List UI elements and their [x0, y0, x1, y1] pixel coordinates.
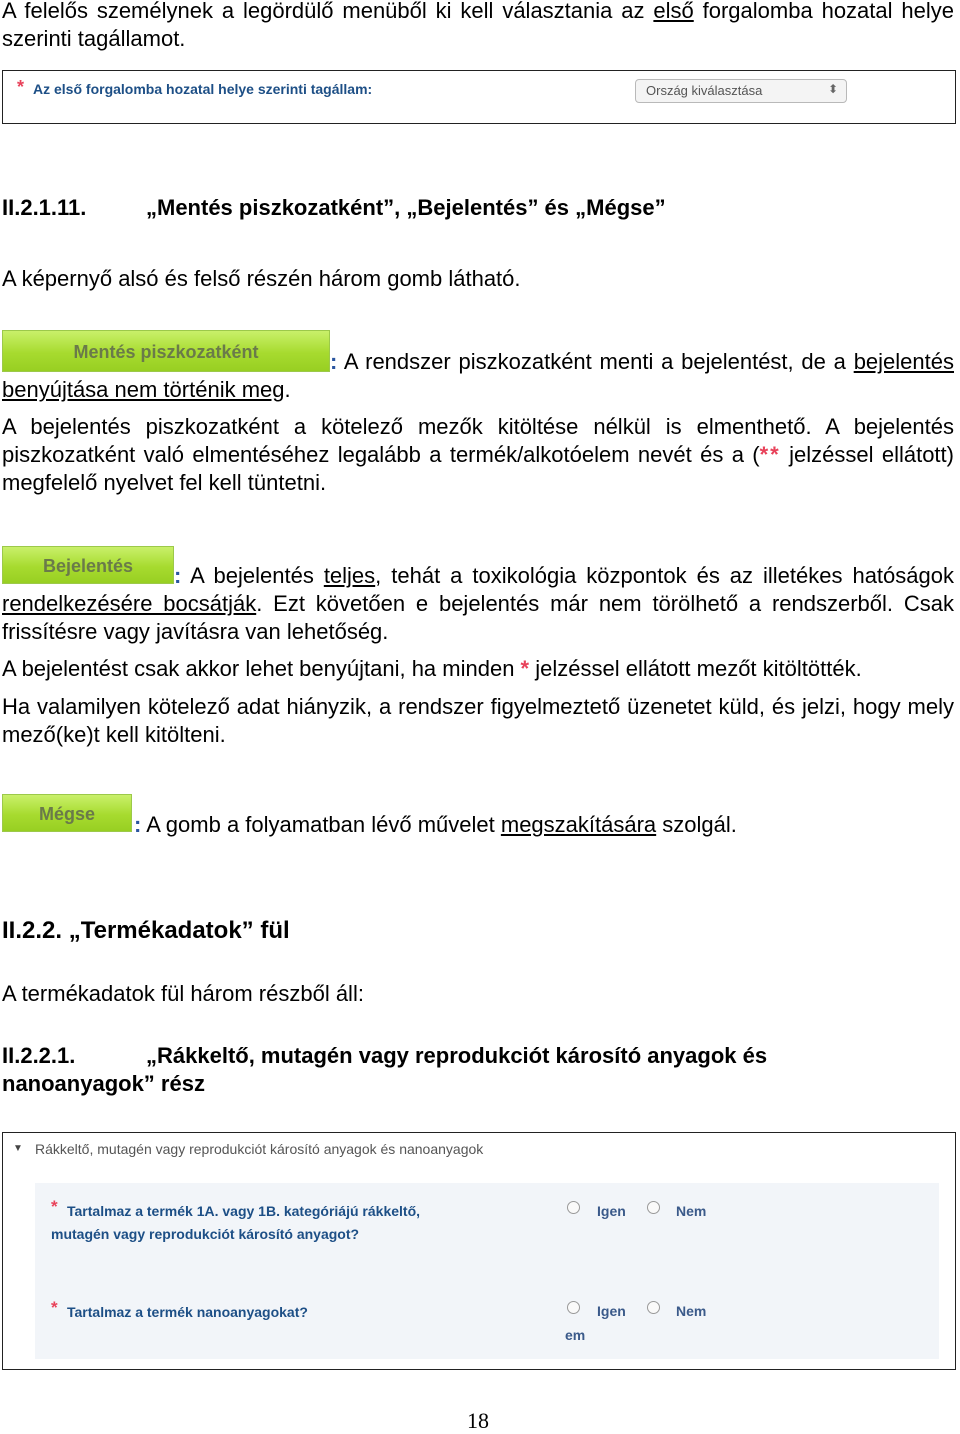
missing-data-paragraph: Ha valamilyen kötelező adat hiányzik, a rendszer figyelmeztető üzenetet küld, és jelzi, hogy mely mező(ke)t kell kitölteni.: [2, 694, 954, 747]
question-1-line2: mutagén vagy reprodukciót károsító anyagot?: [51, 1226, 360, 1242]
submit-only-text-1: A bejelentést csak akkor lehet benyújtani, ha minden: [2, 656, 521, 681]
section-heading-221: [2, 1042, 952, 1098]
draft-text-1: A bejelentés piszkozatként a kötelező mezők kitöltése nélkül is elmenthető. A bejelentés piszkozatként való elmentéséhez legalább a termék/alkotóelem nevét és a (: [2, 414, 954, 467]
section-title-line1: „Rákkeltő, mutagén vagy reprodukciót károsító anyagok és: [146, 1043, 768, 1068]
section-number: II.2.2.1.: [2, 1043, 76, 1068]
draft-text-2: jelzéssel ellátott) megfelelő nyelvet fel kell tüntetni.: [2, 442, 954, 495]
draft-paragraph: [2, 413, 954, 497]
page-number: 18: [467, 1408, 489, 1433]
cancel-colon: :: [134, 812, 142, 837]
cancel-button[interactable]: Mégse: [2, 794, 132, 832]
section-title: „Termékadatok” fül: [68, 917, 290, 944]
q1-yes-radio[interactable]: [567, 1201, 580, 1214]
three-parts-paragraph: A termékadatok fül három részből áll:: [2, 981, 364, 1006]
cancel-text-2: szolgál.: [656, 812, 737, 837]
submit-text-2: , tehát a toxikológia központok és az illetékes hatóságok: [375, 563, 954, 588]
submit-only-text-2: jelzéssel ellátott mezőt kitöltötték.: [529, 656, 862, 681]
save-draft-end: .: [284, 377, 291, 402]
cancel-paragraph: [134, 811, 954, 839]
submit-text-1: A bejelentés: [181, 563, 324, 588]
save-draft-colon: :: [330, 349, 338, 374]
required-star-icon: *: [51, 1197, 58, 1216]
double-star-icon: **: [759, 442, 781, 467]
required-star-icon: *: [17, 77, 25, 97]
submit-underlined-1: teljes: [323, 563, 376, 588]
select-arrows-icon: ⬍: [827, 82, 838, 96]
submit-underlined-2: rendelkezésére bocsátják: [2, 591, 257, 616]
cancel-text-1: A gomb a folyamatban lévő művelet: [141, 812, 501, 837]
collapse-triangle-icon[interactable]: ▼: [13, 1143, 23, 1154]
required-star-icon: *: [51, 1298, 58, 1317]
country-select-screenshot: [2, 70, 956, 124]
section-title-line2: nanoanyagok” rész: [2, 1071, 205, 1096]
q2-overflow-text: em: [565, 1327, 586, 1343]
save-draft-desc: A rendszer piszkozatként menti a bejelentést, de a: [337, 349, 854, 374]
intro-text-1: A felelős személynek a legördülő menüből ki kell választania az: [2, 0, 654, 23]
save-draft-underlined: bejelentés benyújtása nem történik meg: [2, 349, 954, 402]
submit-paragraph: [2, 562, 954, 646]
intro-paragraph: [2, 0, 954, 53]
q2-yes-label: Igen: [597, 1303, 626, 1319]
country-select-value: Ország kiválasztása: [646, 83, 763, 98]
submit-text-3: . Ezt követően e bejelentés már nem törölhető a rendszerből. Csak frissítésre vagy javításra van lehetőség.: [2, 591, 954, 644]
intro-text-2: forgalomba hozatal helye szerinti tagállamot.: [2, 0, 955, 51]
three-buttons-paragraph: A képernyő alsó és felső részén három gomb látható.: [2, 266, 521, 291]
section-number: II.2.2.: [2, 917, 63, 944]
question-1-line1: Tartalmaz a termék 1A. vagy 1B. kategóriájú rákkeltő,: [67, 1203, 421, 1219]
section-heading-22: [2, 916, 290, 946]
save-draft-paragraph: [2, 348, 954, 404]
country-select[interactable]: [635, 79, 847, 103]
section-number: II.2.1.11.: [2, 195, 87, 220]
q2-no-label: Nem: [676, 1303, 707, 1319]
section-heading-11: [2, 194, 666, 222]
question-2: Tartalmaz a termék nanoanyagokat?: [67, 1304, 308, 1320]
q1-yes-label: Igen: [597, 1203, 626, 1219]
cancel-underlined: megszakítására: [500, 812, 657, 837]
cmr-panel-body: [35, 1183, 939, 1359]
submit-colon: :: [174, 563, 182, 588]
submit-only-paragraph: [2, 655, 954, 683]
q1-no-label: Nem: [676, 1203, 707, 1219]
country-field-label: Az első forgalomba hozatal helye szerinti tagállam:: [33, 81, 373, 97]
intro-underlined: első: [653, 0, 694, 23]
q1-no-radio[interactable]: [647, 1201, 660, 1214]
submit-button[interactable]: Bejelentés: [2, 546, 174, 584]
section-title: „Mentés piszkozatként”, „Bejelentés” és „Mégse”: [146, 195, 666, 220]
q2-no-radio[interactable]: [647, 1301, 660, 1314]
q2-yes-radio[interactable]: [567, 1301, 580, 1314]
save-draft-button[interactable]: Mentés piszkozatként: [2, 330, 330, 372]
cmr-panel-title: Rákkeltő, mutagén vagy reprodukciót károsító anyagok és nanoanyagok: [35, 1141, 484, 1157]
star-icon: *: [520, 656, 530, 681]
cmr-panel-screenshot: [2, 1132, 956, 1370]
